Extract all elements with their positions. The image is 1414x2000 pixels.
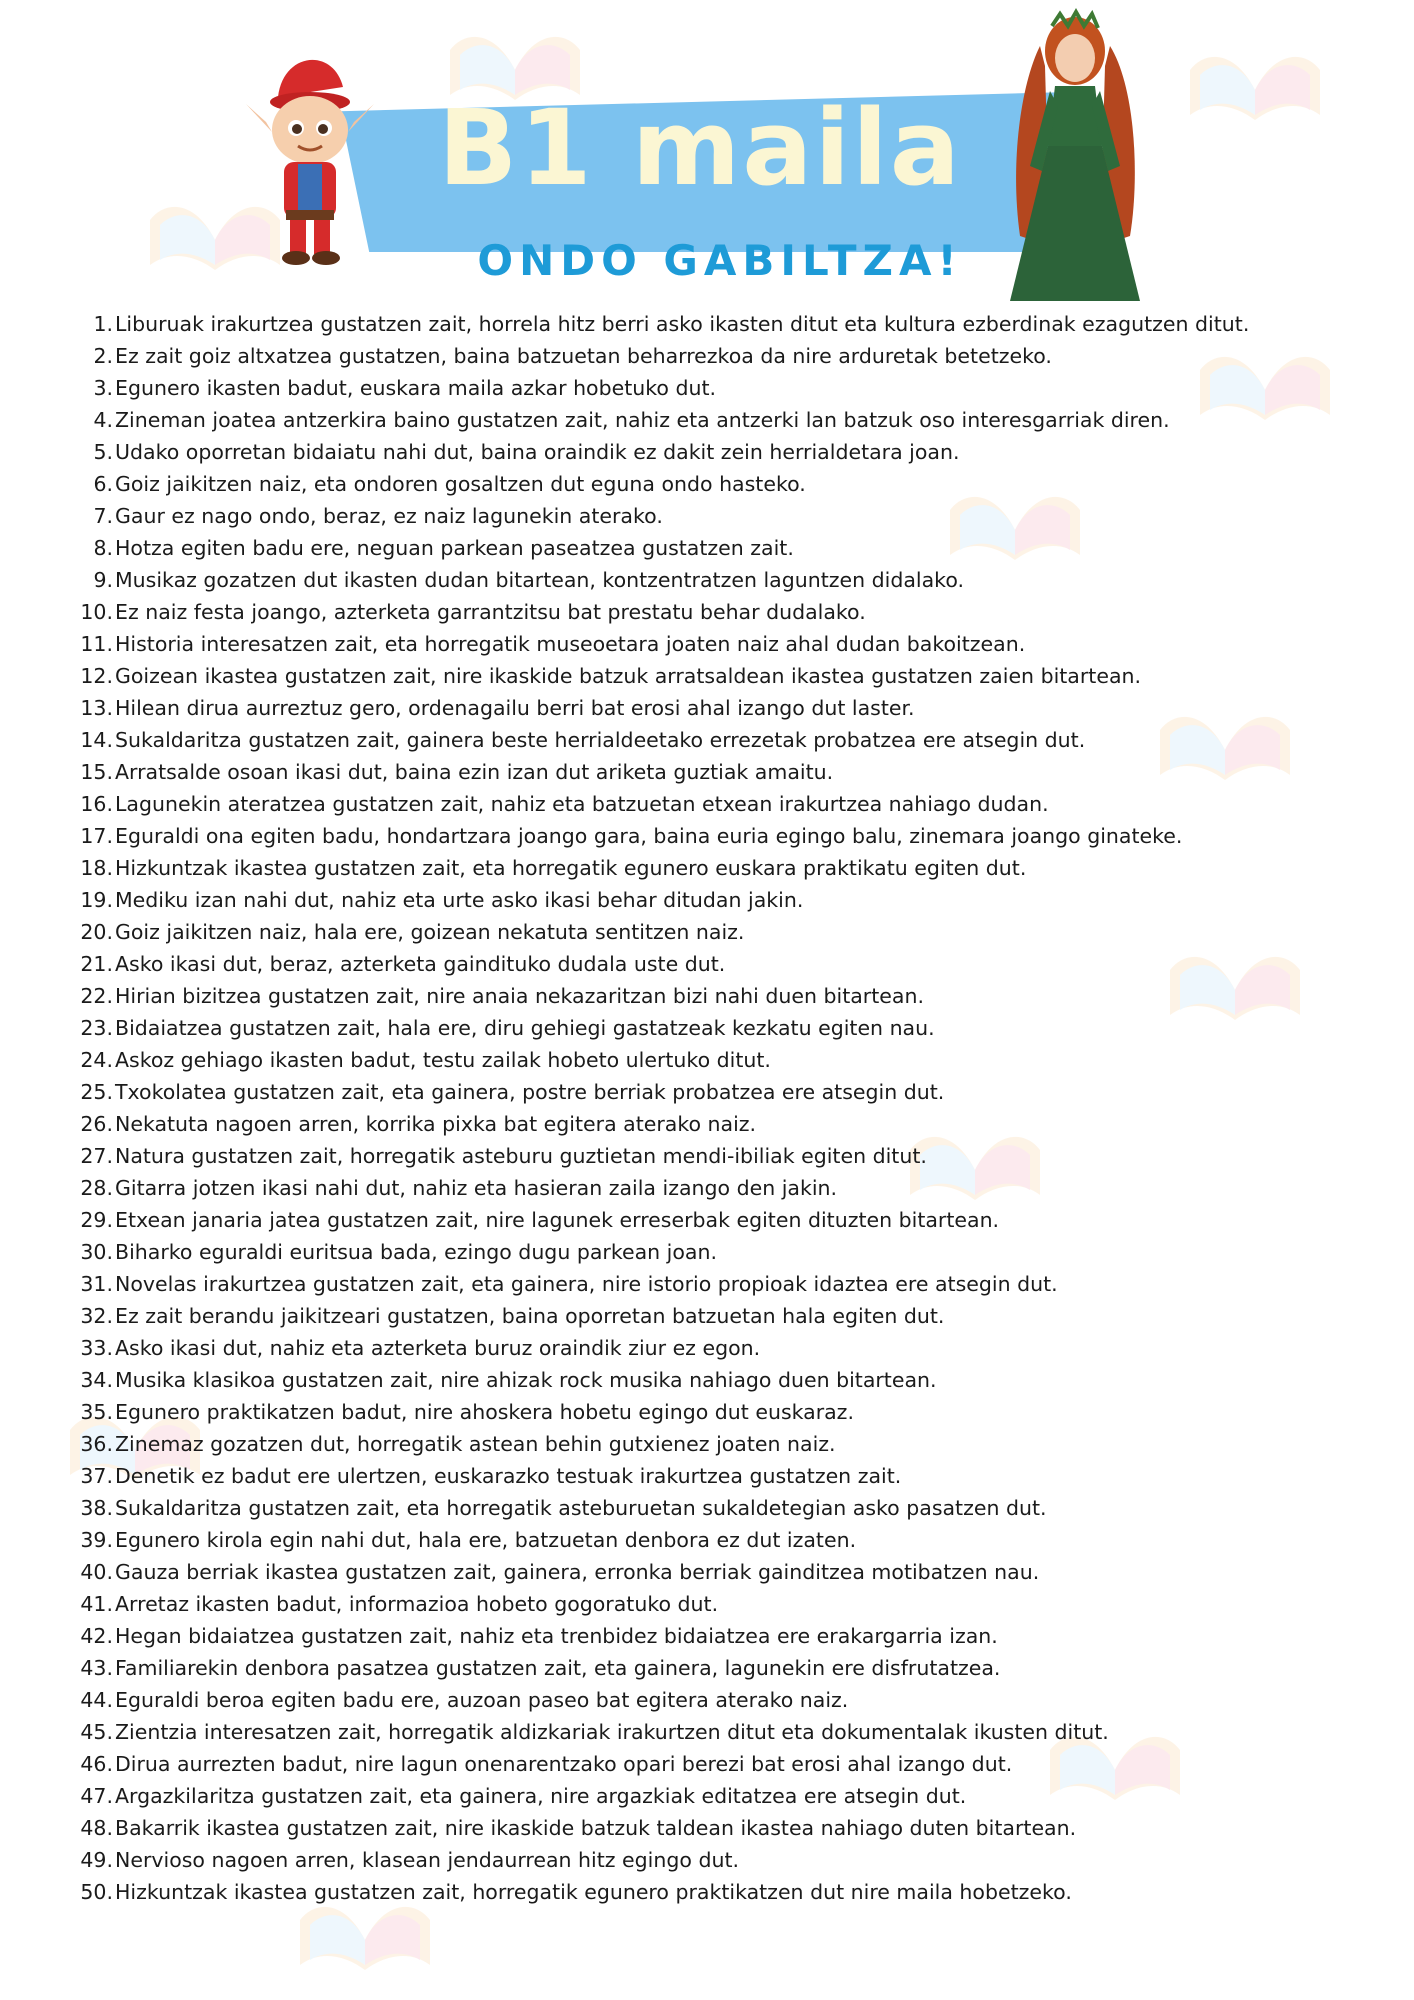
list-item	[70, 660, 1370, 692]
item-text: Zinemaz gozatzen dut, horregatik astean behin gutxienez joaten naiz.	[115, 1432, 836, 1456]
list-item	[70, 1524, 1370, 1556]
list-item	[70, 1556, 1370, 1588]
item-text: Bakarrik ikastea gustatzen zait, nire ikaskide batzuk taldean ikastea nahiago duten bitartean.	[115, 1816, 1077, 1840]
list-item	[70, 884, 1370, 916]
item-text: Musika klasikoa gustatzen zait, nire ahizak rock musika nahiago duen bitartean.	[115, 1368, 937, 1392]
item-number: 42.	[80, 1624, 113, 1648]
item-text: Gitarra jotzen ikasi nahi dut, nahiz eta hasieran zaila izango den jakin.	[115, 1176, 838, 1200]
item-text: Txokolatea gustatzen zait, eta gainera, postre berriak probatzea ere atsegin dut.	[115, 1080, 945, 1104]
list-item	[70, 1652, 1370, 1684]
item-text: Hegan bidaiatzea gustatzen zait, nahiz eta trenbidez bidaiatzea ere erakargarria izan.	[115, 1624, 998, 1648]
item-number: 38.	[80, 1496, 113, 1520]
list-item	[70, 500, 1370, 532]
item-text: Sukaldaritza gustatzen zait, eta horregatik asteburuetan sukaldetegian asko pasatzen dut.	[115, 1496, 1047, 1520]
item-text: Arratsalde osoan ikasi dut, baina ezin izan dut ariketa guztiak amaitu.	[115, 760, 834, 784]
item-number: 22.	[80, 984, 113, 1008]
item-text: Biharko eguraldi euritsua bada, ezingo dugu parkean joan.	[115, 1240, 717, 1264]
item-text: Ez zait goiz altxatzea gustatzen, baina batzuetan beharrezkoa da nire arduretak betetzeko.	[115, 344, 1052, 368]
list-item	[70, 1716, 1370, 1748]
list-item	[70, 1140, 1370, 1172]
list-item	[70, 1076, 1370, 1108]
item-number: 16.	[80, 792, 113, 816]
list-item	[70, 628, 1370, 660]
item-number: 31.	[80, 1272, 113, 1296]
list-item	[70, 1428, 1370, 1460]
item-number: 13.	[80, 696, 113, 720]
sentence-list	[70, 308, 1370, 1908]
item-text: Bidaiatzea gustatzen zait, hala ere, diru gehiegi gastatzeak kezkatu egiten nau.	[115, 1016, 935, 1040]
list-item	[70, 1620, 1370, 1652]
item-number: 7.	[93, 504, 113, 528]
list-item	[70, 1108, 1370, 1140]
list-item	[70, 1780, 1370, 1812]
item-text: Gauza berriak ikastea gustatzen zait, gainera, erronka berriak gainditzea motibatzen nau.	[115, 1560, 1040, 1584]
item-number: 1.	[93, 312, 113, 336]
item-number: 18.	[80, 856, 113, 880]
item-text: Goizean ikastea gustatzen zait, nire ikaskide batzuk arratsaldean ikastea gustatzen zaien bitartean.	[115, 664, 1142, 688]
item-number: 20.	[80, 920, 113, 944]
item-text: Nekatuta nagoen arren, korrika pixka bat egitera aterako naiz.	[115, 1112, 757, 1136]
page-title: B1 maila	[438, 87, 962, 209]
item-text: Familiarekin denbora pasatzea gustatzen zait, eta gainera, lagunekin ere disfrutatzea.	[115, 1656, 1001, 1680]
item-number: 40.	[80, 1560, 113, 1584]
item-number: 10.	[80, 600, 113, 624]
list-item	[70, 436, 1370, 468]
list-item	[70, 1460, 1370, 1492]
item-number: 27.	[80, 1144, 113, 1168]
item-text: Hizkuntzak ikastea gustatzen zait, eta horregatik egunero euskara praktikatu egiten dut.	[115, 856, 1027, 880]
item-text: Sukaldaritza gustatzen zait, gainera beste herrialdeetako errezetak probatzea ere atsegin dut.	[115, 728, 1086, 752]
list-item	[70, 564, 1370, 596]
list-item	[70, 788, 1370, 820]
item-text: Askoz gehiago ikasten badut, testu zailak hobeto ulertuko ditut.	[115, 1048, 771, 1072]
item-text: Goiz jaikitzen naiz, eta ondoren gosaltzen dut eguna ondo hasteko.	[115, 472, 806, 496]
list-item	[70, 1492, 1370, 1524]
item-number: 12.	[80, 664, 113, 688]
item-number: 44.	[80, 1688, 113, 1712]
item-number: 28.	[80, 1176, 113, 1200]
item-text: Goiz jaikitzen naiz, hala ere, goizean nekatuta sentitzen naiz.	[115, 920, 745, 944]
item-text: Dirua aurrezten badut, nire lagun onenarentzako opari berezi bat erosi ahal izango dut.	[115, 1752, 1013, 1776]
list-item	[70, 948, 1370, 980]
item-number: 2.	[93, 344, 113, 368]
list-item	[70, 1172, 1370, 1204]
list-item	[70, 340, 1370, 372]
item-text: Hirian bizitzea gustatzen zait, nire anaia nekazaritzan bizi nahi duen bitartean.	[115, 984, 924, 1008]
item-number: 25.	[80, 1080, 113, 1104]
item-number: 49.	[80, 1848, 113, 1872]
item-number: 26.	[80, 1112, 113, 1136]
list-item	[70, 1268, 1370, 1300]
item-number: 21.	[80, 952, 113, 976]
item-text: Asko ikasi dut, beraz, azterketa gaindituko dudala uste dut.	[115, 952, 726, 976]
list-item	[70, 756, 1370, 788]
item-number: 41.	[80, 1592, 113, 1616]
item-text: Lagunekin ateratzea gustatzen zait, nahiz eta batzuetan etxean irakurtzea nahiago dudan.	[115, 792, 1049, 816]
list-item	[70, 468, 1370, 500]
item-number: 45.	[80, 1720, 113, 1744]
item-number: 24.	[80, 1048, 113, 1072]
item-text: Hilean dirua aurreztuz gero, ordenagailu berri bat erosi ahal izango dut laster.	[115, 696, 915, 720]
list-item	[70, 532, 1370, 564]
item-number: 34.	[80, 1368, 113, 1392]
item-number: 17.	[80, 824, 113, 848]
list-item	[70, 1236, 1370, 1268]
item-text: Denetik ez badut ere ulertzen, euskarazko testuak irakurtzea gustatzen zait.	[115, 1464, 902, 1488]
item-text: Etxean janaria jatea gustatzen zait, nire lagunek erreserbak egiten dituzten bitartean.	[115, 1208, 1000, 1232]
list-item	[70, 1844, 1370, 1876]
list-item	[70, 1812, 1370, 1844]
item-text: Argazkilaritza gustatzen zait, eta gainera, nire argazkiak editatzea ere atsegin dut.	[115, 1784, 967, 1808]
item-text: Arretaz ikasten badut, informazioa hobeto gogoratuko dut.	[115, 1592, 719, 1616]
item-text: Udako oporretan bidaiatu nahi dut, baina oraindik ez dakit zein herrialdetara joan.	[115, 440, 960, 464]
item-number: 37.	[80, 1464, 113, 1488]
item-number: 36.	[80, 1432, 113, 1456]
item-text: Hotza egiten badu ere, neguan parkean paseatzea gustatzen zait.	[115, 536, 794, 560]
item-text: Egunero praktikatzen badut, nire ahoskera hobetu egingo dut euskaraz.	[115, 1400, 854, 1424]
list-item	[70, 404, 1370, 436]
list-item	[70, 1684, 1370, 1716]
item-number: 35.	[80, 1400, 113, 1424]
book-logo-watermark	[1180, 20, 1330, 130]
item-text: Zineman joatea antzerkira baino gustatzen zait, nahiz eta antzerki lan batzuk oso interesgarriak diren.	[115, 408, 1170, 432]
item-number: 23.	[80, 1016, 113, 1040]
item-number: 39.	[80, 1528, 113, 1552]
item-number: 3.	[93, 376, 113, 400]
item-number: 9.	[93, 568, 113, 592]
item-number: 29.	[80, 1208, 113, 1232]
list-item	[70, 308, 1370, 340]
item-number: 48.	[80, 1816, 113, 1840]
item-text: Eguraldi beroa egiten badu ere, auzoan paseo bat egitera aterako naiz.	[115, 1688, 849, 1712]
item-number: 46.	[80, 1752, 113, 1776]
item-text: Zientzia interesatzen zait, horregatik aldizkariak irakurtzen ditut eta dokumentalak ikusten ditut.	[115, 1720, 1109, 1744]
list-item	[70, 692, 1370, 724]
item-text: Egunero kirola egin nahi dut, hala ere, batzuetan denbora ez dut izaten.	[115, 1528, 857, 1552]
item-text: Ez zait berandu jaikitzeari gustatzen, baina oporretan batzuetan hala egiten dut.	[115, 1304, 945, 1328]
item-number: 50.	[80, 1880, 113, 1904]
item-text: Gaur ez nago ondo, beraz, ez naiz lagunekin aterako.	[115, 504, 663, 528]
list-item	[70, 820, 1370, 852]
item-text: Novelas irakurtzea gustatzen zait, eta gainera, nire istorio propioak idaztea ere atsegin dut.	[115, 1272, 1058, 1296]
item-text: Mediku izan nahi dut, nahiz eta urte asko ikasi behar ditudan jakin.	[115, 888, 804, 912]
item-text: Ez naiz festa joango, azterketa garrantzitsu bat prestatu behar dudalako.	[115, 600, 866, 624]
item-text: Natura gustatzen zait, horregatik asteburu guztietan mendi-ibiliak egiten ditut.	[115, 1144, 927, 1168]
item-text: Musikaz gozatzen dut ikasten dudan bitartean, kontzentratzen laguntzen didalako.	[115, 568, 965, 592]
item-number: 43.	[80, 1656, 113, 1680]
list-item	[70, 1012, 1370, 1044]
item-number: 14.	[80, 728, 113, 752]
list-item	[70, 596, 1370, 628]
list-item	[70, 852, 1370, 884]
item-number: 8.	[93, 536, 113, 560]
item-number: 47.	[80, 1784, 113, 1808]
list-item	[70, 724, 1370, 756]
list-item	[70, 1300, 1370, 1332]
item-number: 32.	[80, 1304, 113, 1328]
item-text: Historia interesatzen zait, eta horregatik museoetara joaten naiz ahal dudan bakoitzean.	[115, 632, 1026, 656]
list-item	[70, 980, 1370, 1012]
item-number: 19.	[80, 888, 113, 912]
item-number: 15.	[80, 760, 113, 784]
list-item	[70, 1364, 1370, 1396]
list-item	[70, 916, 1370, 948]
item-text: Hizkuntzak ikastea gustatzen zait, horregatik egunero praktikatzen dut nire maila hobetzeko.	[115, 1880, 1072, 1904]
item-text: Eguraldi ona egiten badu, hondartzara joango gara, baina euria egingo balu, zinemara joango ginateke.	[115, 824, 1183, 848]
list-item	[70, 1396, 1370, 1428]
item-text: Liburuak irakurtzea gustatzen zait, horrela hitz berri asko ikasten ditut eta kultura ezberdinak ezagutzen ditut.	[115, 312, 1250, 336]
list-item	[70, 1044, 1370, 1076]
list-item	[70, 372, 1370, 404]
list-item	[70, 1332, 1370, 1364]
list-item	[70, 1204, 1370, 1236]
item-number: 4.	[93, 408, 113, 432]
item-text: Egunero ikasten badut, euskara maila azkar hobetuko dut.	[115, 376, 717, 400]
page-subtitle: ONDO GABILTZA!	[477, 236, 963, 285]
item-number: 30.	[80, 1240, 113, 1264]
list-item	[70, 1748, 1370, 1780]
item-text: Nervioso nagoen arren, klasean jendaurrean hitz egingo dut.	[115, 1848, 739, 1872]
list-item	[70, 1588, 1370, 1620]
item-number: 33.	[80, 1336, 113, 1360]
item-text: Asko ikasi dut, nahiz eta azterketa buruz oraindik ziur ez egon.	[115, 1336, 761, 1360]
item-number: 5.	[93, 440, 113, 464]
item-number: 11.	[80, 632, 113, 656]
list-item	[70, 1876, 1370, 1908]
item-number: 6.	[93, 472, 113, 496]
